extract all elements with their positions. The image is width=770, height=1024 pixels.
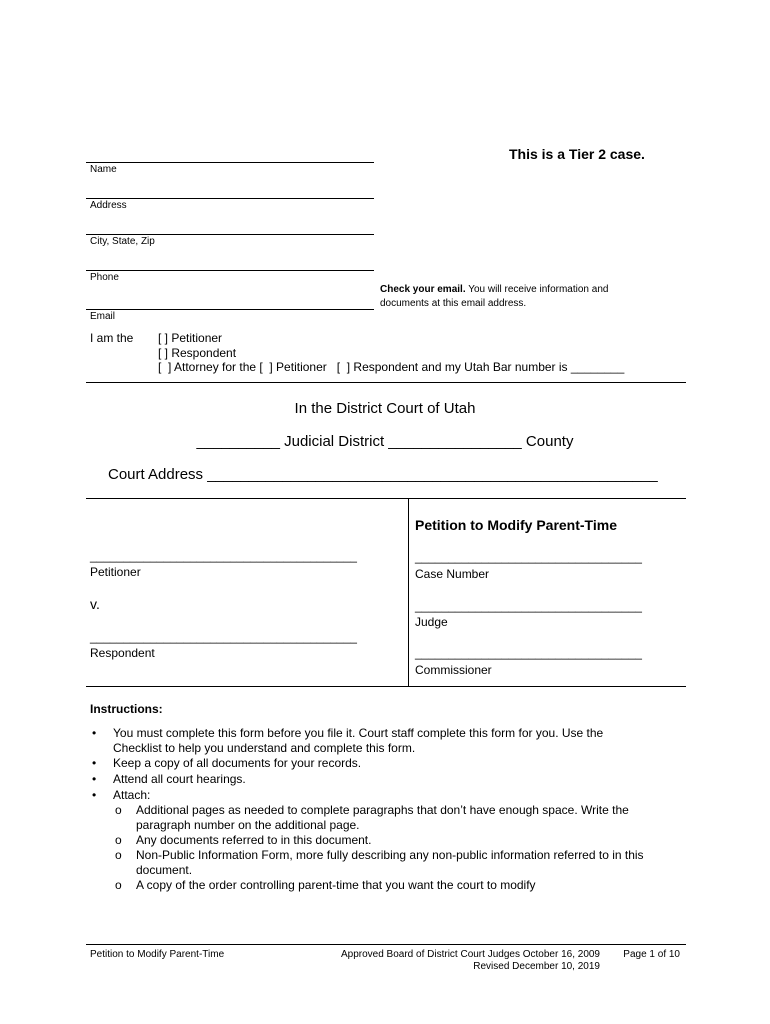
header-divider (86, 382, 686, 383)
sub-bullet-icon: o (115, 803, 122, 817)
caption-top-border (86, 498, 686, 499)
petitioner-line[interactable]: ________________________________________ (90, 549, 357, 563)
commissioner-line[interactable]: __________________________________ (415, 646, 642, 660)
email-notice-rest: You will receive information and (465, 284, 609, 295)
phone-field-line[interactable] (86, 270, 374, 271)
judge-label: Judge (415, 615, 448, 629)
footer-form-name: Petition to Modify Parent-Time (90, 949, 225, 960)
address-field-line[interactable] (86, 198, 374, 199)
court-name: In the District Court of Utah (294, 400, 476, 417)
commissioner-label: Commissioner (415, 663, 492, 677)
role-option-petitioner[interactable]: [ ] Petitioner (158, 331, 223, 345)
respondent-label: Respondent (90, 646, 155, 660)
role-label: I am the (90, 331, 134, 345)
caption-center-divider (408, 498, 409, 686)
attach-item-1: Additional pages as needed to complete paragraphs that don’t have enough space. Write the (136, 803, 629, 817)
instruction-bullet-1: You must complete this form before you file it. Court staff complete this form for you. Use the (113, 726, 604, 740)
instruction-bullet-1-cont: Checklist to help you understand and complete this form. (113, 741, 416, 755)
footer-approved: Approved Board of District Court Judges October 16, 2009 (340, 949, 600, 960)
attach-item-4: A copy of the order controlling parent-time that you want the court to modify (136, 878, 536, 892)
judicial-district-line[interactable]: __________ Judicial District ________________ County (196, 433, 574, 450)
role-option-attorney[interactable]: [ ] Attorney for the [ ] Petitioner [ ] Respondent and my Utah Bar number is ________ (158, 360, 625, 374)
bullet-icon: • (92, 772, 97, 786)
sub-bullet-icon: o (115, 833, 122, 847)
petitioner-label: Petitioner (90, 565, 141, 579)
case-number-line[interactable]: __________________________________ (415, 550, 642, 564)
email-notice (380, 284, 608, 295)
court-address-line[interactable]: Court Address ______________________________________________________ (108, 466, 658, 483)
respondent-line[interactable]: ________________________________________ (90, 630, 357, 644)
name-label: Name (90, 164, 117, 175)
attach-item-2: Any documents referred to in this document. (136, 833, 372, 847)
instruction-bullet-4: Attach: (113, 788, 151, 802)
instructions-heading: Instructions: (90, 702, 163, 716)
attach-item-3-cont: document. (136, 863, 193, 877)
address-label: Address (90, 200, 127, 211)
footer-revised: Revised December 10, 2019 (473, 961, 600, 972)
phone-label: Phone (90, 272, 119, 283)
footer-page-number: Page 1 of 10 (623, 949, 680, 960)
bullet-icon: • (92, 726, 97, 740)
judge-line[interactable]: __________________________________ (415, 599, 642, 613)
email-notice-line2: documents at this email address. (380, 298, 527, 309)
versus-label: v. (90, 596, 100, 612)
email-notice-bold: Check your email. (380, 284, 466, 295)
city-state-zip-label: City, State, Zip (90, 236, 155, 247)
role-option-respondent[interactable]: [ ] Respondent (158, 346, 237, 360)
email-label: Email (90, 311, 116, 322)
name-field-line[interactable] (86, 162, 374, 163)
email-field-line[interactable] (86, 309, 374, 310)
tier-notice: This is a Tier 2 case. (509, 146, 645, 162)
city-state-zip-field-line[interactable] (86, 234, 374, 235)
attach-item-1-cont: paragraph number on the additional page. (136, 818, 360, 832)
sub-bullet-icon: o (115, 878, 122, 892)
caption-bottom-border (86, 686, 686, 687)
bullet-icon: • (92, 788, 97, 802)
sub-bullet-icon: o (115, 848, 122, 862)
footer-divider (86, 944, 686, 945)
attach-item-3: Non-Public Information Form, more fully describing any non-public information referred to in this (136, 848, 644, 862)
document-title: Petition to Modify Parent-Time (415, 517, 617, 533)
case-number-label: Case Number (415, 567, 490, 581)
instruction-bullet-3: Attend all court hearings. (113, 772, 246, 786)
instruction-bullet-2: Keep a copy of all documents for your records. (113, 756, 362, 770)
bullet-icon: • (92, 756, 97, 770)
